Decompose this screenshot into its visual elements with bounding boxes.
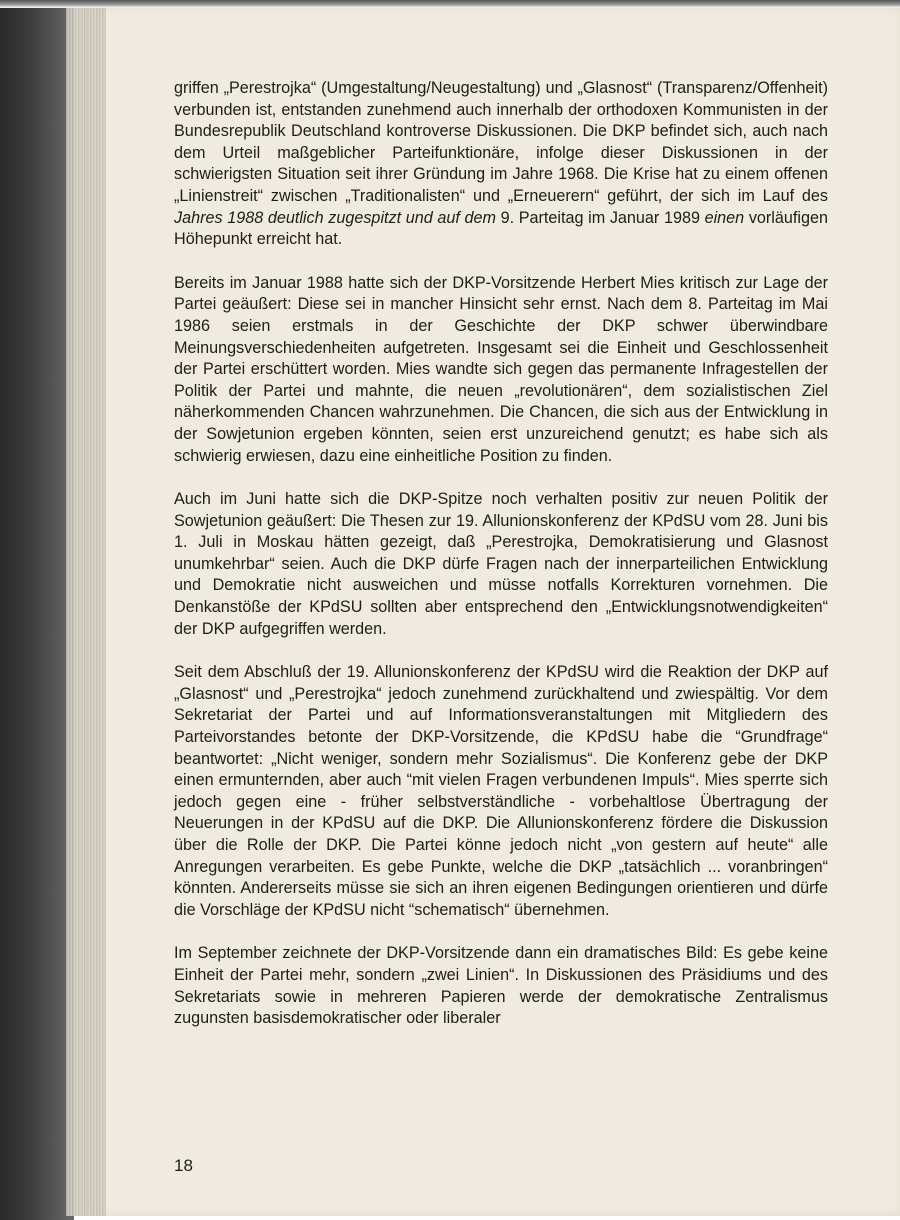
paragraph-2: Bereits im Januar 1988 hatte sich der DKP-Vorsitzende Herbert Mies kritisch zur Lage der Partei geäußert: Diese sei in mancher Hinsicht sehr ernst. Nach dem 8. Parteitag im Mai 1986 seien erstmals in der Geschichte der DKP schwer überwindbare Meinungsverschiedenheiten aufgetreten. Insgesamt sei die Einheit und Geschlossenheit der Partei erschüttert worden. Mies wandte sich gegen das permanente Infragestellen der Politik der Partei und mahnte, die neuen „revolutionären“, dem sozialistischen Ziel näherkommenden Chancen wahrzunehmen. Die Chancen, die sich aus der Entwicklung in der Sowjetunion ergeben könnten, seien erst unzureichend genutzt; es habe sich als schwierig erwiesen, dazu eine einheitliche Position zu finden. (174, 273, 828, 465)
page-number: 18 (174, 1156, 193, 1175)
scan-top-edge (0, 0, 900, 8)
scan-border (0, 0, 74, 1220)
body-text (174, 78, 828, 1052)
paragraph-5: Im September zeichnete der DKP-Vorsitzende dann ein dramatisches Bild: Es gebe keine Einheit der Partei mehr, sondern „zwei Linien“. In Diskussionen des Präsidiums und des Sekretariats sowie in mehreren Papieren werde der demokratische Zentralismus zugunsten basisdemokratischer oder liberaler (174, 944, 828, 1028)
paragraph-4: Seit dem Abschluß der 19. Allunionskonferenz der KPdSU wird die Reaktion der DKP auf „Glasnost“ und „Perestrojka“ jedoch zunehmend zurückhaltend und zwiespältig. Vor dem Sekretariat der Partei und auf Informationsveranstaltungen mit Mitgliedern des Parteivorstandes betonte der DKP-Vorsitzende, die KPdSU habe die “Grundfrage“ beantwortet: „Nicht weniger, sondern mehr Sozialismus“. Die Konferenz gebe der DKP einen ermunternden, aber auch “mit vielen Fragen verbundenen Impuls“. Mies sperrte sich jedoch gegen eine - früher selbstverständliche - vorbehaltlose Übertragung der Neuerungen in der KPdSU auf die DKP. Die Allunionskonferenz fördere die Diskussion über die Rolle der DKP. Die Partei könne jedoch nicht „von gestern auf heute“ alle Anregungen verarbeiten. Es gebe Punkte, welche die DKP „tatsächlich ... voranbringen“ könnten. Andererseits müsse sie sich an ihren eigenen Bedingungen orientieren und dürfe die Vorschläge der KPdSU nicht “schematisch“ übernehmen. (174, 663, 828, 919)
paragraph-3: Auch im Juni hatte sich die DKP-Spitze noch verhalten positiv zur neuen Politik der Sowjetunion geäußert: Die Thesen zur 19. Allunionskonferenz der KPdSU vom 28. Juni bis 1. Juli in Moskau hätten gezeigt, daß „Perestrojka, Demokratisierung und Glasnost unumkehrbar“ seien. Auch die DKP dürfe Fragen nach der innerparteilichen Entwicklung und Demokratie nicht ausweichen und müsse notfalls Korrekturen vornehmen. Die Denkanstöße der KPdSU sollten aber entsprechend den „Entwicklungsnotwendigkeiten“ der DKP aufgegriffen werden. (174, 490, 828, 638)
book-gutter (66, 6, 106, 1216)
paragraph-1: griffen „Perestrojka“ (Umgestaltung/Neugestaltung) und „Glasnost“ (Transparenz/Offenheit) verbunden ist, entstanden zunehmend auch innerhalb der orthodoxen Kommunisten in der Bundesrepublik Deutschland kontroverse Diskussionen. Die DKP befindet sich, auch nach dem Urteil maßgeblicher Parteifunktionäre, infolge dieser Diskussionen in der schwierigsten Situation seit ihrer Gründung im Jahre 1968. Die Krise hat zu einem offenen „Linienstreit“ zwischen „Traditionalisten“ und „Erneuerern“ geführt, der sich im Lauf des Jahres 1988 deutlich zugespitzt und auf dem 9. Parteitag im Januar 1989 einen vorläufigen Höhepunkt erreicht hat. (174, 79, 829, 249)
